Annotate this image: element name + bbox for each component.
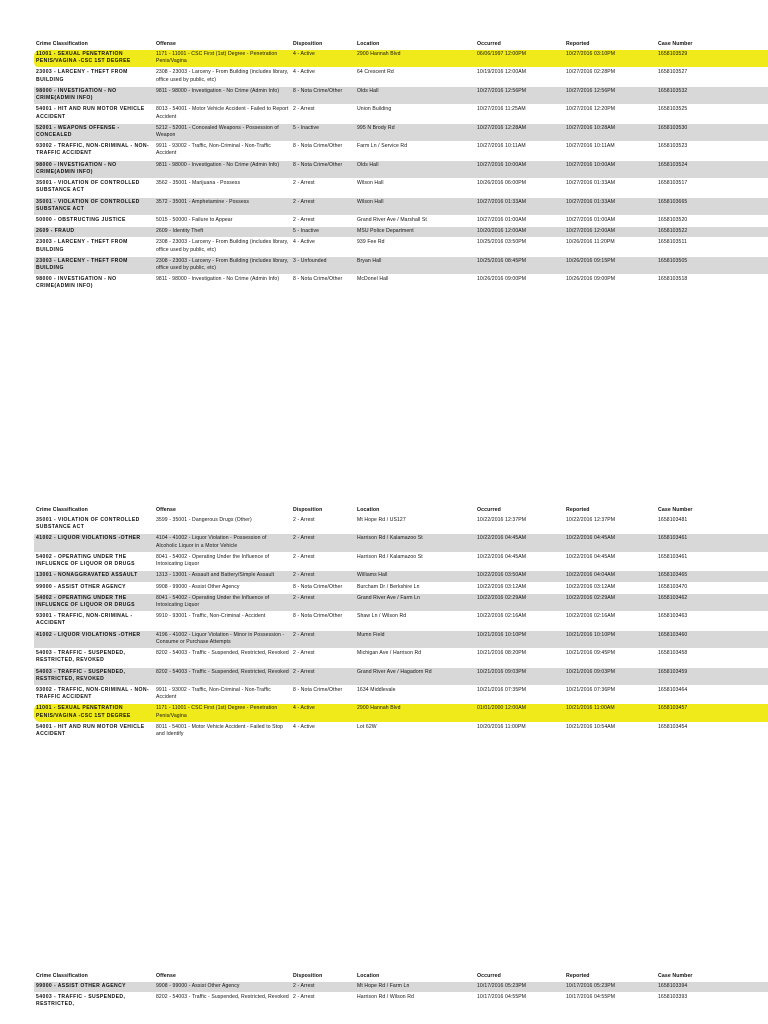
cell-case-number: 1658103523: [658, 143, 688, 150]
cell-offense: 2308 - 23003 - Larceny - From Building (includes library, office used by public, etc): [156, 69, 289, 83]
cell-case-number: 1658103527: [658, 69, 688, 76]
cell-disposition: 3 - Unfounded: [291, 256, 355, 274]
cell-disposition: 4 - Active: [293, 239, 315, 246]
table-header-row: [34, 40, 768, 50]
cell-reported: 10/17/2016 04:55PM: [566, 994, 616, 1001]
cell-occurred: 10/25/2016 08:45PM: [475, 256, 564, 274]
header-location: Location: [357, 973, 380, 979]
cell-offense: 9911 - 93002 - Traffic, Non-Criminal - Non-Traffic Accident: [156, 143, 271, 157]
cell-offense: 2308 - 23003 - Larceny - From Building (includes library, office used by public, etc): [154, 256, 291, 274]
cell-offense: 3562 - 35001 - Marijuana - Possess: [156, 180, 241, 187]
header-offense: Offense: [156, 973, 177, 979]
cell-offense: 1171 - 11001 - CSC First (1st) Degree - Penetration Penis/Vagina: [154, 704, 291, 722]
cell-crime-classification: 98000 - INVESTIGATION - NO CRIME(ADMIN INFO): [36, 276, 117, 290]
cell-case-number: 1658103517: [658, 180, 688, 187]
cell-disposition: 2 - Arrest: [293, 106, 315, 113]
table-row: [34, 685, 768, 703]
table-row: [34, 68, 768, 86]
cell-case-number: 1658103461: [656, 534, 768, 552]
table-row: [34, 227, 768, 238]
cell-disposition: 4 - Active: [291, 704, 355, 722]
cell-crime-classification: 98000 - INVESTIGATION - NO CRIME(ADMIN INFO): [34, 86, 154, 104]
cell-disposition: 2 - Arrest: [291, 667, 355, 685]
cell-occurred: 10/27/2016 11:25AM: [477, 106, 526, 113]
cell-disposition: 5 - Inactive: [291, 123, 355, 141]
cell-location: Grand River Ave / Marshall St: [357, 216, 427, 223]
table-row: [34, 612, 768, 630]
cell-case-number: 1658103459: [656, 667, 768, 685]
header-disposition: Disposition: [293, 973, 323, 979]
cell-crime-classification: 93002 - TRAFFIC, NON-CRIMINAL - NON-TRAFFIC ACCIDENT: [36, 143, 150, 157]
table-header-row: [34, 972, 768, 982]
cell-case-number: 1658103518: [658, 276, 688, 283]
cell-reported: 10/21/2016 10:54AM: [566, 723, 616, 730]
header-location: Location: [357, 41, 380, 47]
cell-reported: 10/21/2016 09:45PM: [566, 650, 616, 657]
cell-crime-classification: 93001 - TRAFFIC, NON-CRIMINAL - ACCIDENT: [36, 613, 133, 627]
cell-offense: 1313 - 13001 - Assault and Battery/Simple Assault: [154, 571, 291, 582]
header-occurred: Occurred: [477, 507, 501, 513]
header-offense: Offense: [156, 507, 177, 513]
cell-occurred: 10/22/2016 04:45AM: [475, 534, 564, 552]
table-row: [34, 516, 768, 534]
table-row: [34, 179, 768, 197]
cell-case-number: 1658103462: [656, 593, 768, 611]
cell-case-number: 1658103511: [658, 239, 687, 246]
cell-reported: 10/27/2016 10:00AM: [564, 160, 656, 178]
cell-crime-classification: 54002 - OPERATING UNDER THE INFLUENCE OF LIQUOR OR DRUGS: [34, 593, 154, 611]
header-case-number: Case Number: [658, 507, 693, 513]
cell-disposition: 2 - Arrest: [293, 216, 315, 223]
cell-reported: 10/27/2016 01:33AM: [566, 180, 616, 187]
cell-disposition: 8 - Nota Crime/Other: [291, 160, 355, 178]
table-row: [34, 552, 768, 570]
header-crime-classification: Crime Classification: [36, 41, 88, 47]
cell-crime-classification: 54003 - TRAFFIC - SUSPENDED, RESTRICTED, REVOKED: [36, 650, 126, 664]
table-row: [34, 86, 768, 104]
cell-offense: 8041 - 54002 - Operating Under the Influence of Intoxicating Liquor: [156, 553, 270, 568]
cell-reported: 10/27/2016 10:11AM: [566, 143, 615, 150]
cell-disposition: 8 - Nota Crime/Other: [293, 686, 343, 693]
cell-reported: 10/26/2016 11:20PM: [566, 239, 615, 246]
table-row: [34, 275, 768, 293]
cell-case-number: 1658103458: [658, 650, 688, 657]
cell-offense: 8011 - 54001 - Motor Vehicle Accident - Failed to Stop and Identify: [156, 723, 284, 738]
cell-reported: 10/22/2016 04:45AM: [566, 553, 616, 560]
cell-disposition: 4 - Active: [293, 69, 315, 76]
cell-case-number: 1658103394: [656, 982, 768, 993]
cell-reported: 10/27/2016 12:20PM: [566, 106, 616, 113]
cell-crime-classification: 54003 - TRAFFIC - SUSPENDED, RESTRICTED, REVOKED: [34, 667, 154, 685]
cell-occurred: 10/27/2016 01:33AM: [475, 197, 564, 215]
header-crime-classification: Crime Classification: [36, 507, 88, 513]
cell-reported: 10/22/2016 02:29AM: [564, 593, 656, 611]
cell-reported: 10/21/2016 10:10PM: [564, 630, 656, 648]
cell-occurred: 10/19/2016 12:00AM: [477, 69, 527, 76]
crime-log-table: [34, 40, 768, 293]
cell-location: MSU Police Department: [355, 227, 475, 238]
cell-occurred: 10/22/2016 03:12AM: [477, 583, 527, 590]
cell-occurred: 10/26/2016 09:00PM: [477, 276, 527, 283]
header-case-number: Case Number: [658, 41, 693, 47]
cell-location: Shaw Ln / Wilson Rd: [357, 613, 407, 620]
cell-offense: 2308 - 23003 - Larceny - From Building (includes library, office used by public, etc): [156, 239, 289, 253]
cell-location: Harrison Rd / Wilson Rd: [357, 994, 414, 1001]
cell-location: Mt Hope Rd / Farm Ln: [355, 982, 475, 993]
table-row: [34, 993, 768, 1011]
header-reported: Reported: [566, 41, 590, 47]
cell-crime-classification: 52001 - WEAPONS OFFENSE - CONCEALED: [34, 123, 154, 141]
cell-location: Wilson Hall: [355, 197, 475, 215]
cell-reported: 10/22/2016 03:12AM: [566, 583, 616, 590]
table-row: [34, 534, 768, 552]
cell-case-number: 1658103463: [658, 613, 688, 620]
cell-offense: 2609 - Identity Theft: [154, 227, 291, 238]
cell-location: Burcham Dr / Berkshire Ln: [357, 583, 420, 590]
cell-disposition: 2 - Arrest: [293, 517, 315, 523]
table-header-row: [34, 506, 768, 516]
cell-reported: 10/22/2016 12:37PM: [566, 517, 616, 523]
cell-occurred: 10/27/2016 01:00AM: [477, 216, 527, 223]
cell-crime-classification: 54001 - HIT AND RUN MOTOR VEHICLE ACCIDENT: [36, 723, 145, 738]
cell-location: 64 Crescent Rd: [357, 69, 394, 76]
cell-offense: 1171 - 11001 - CSC First (1st) Degree - Penetration Penis/Vagina: [154, 50, 291, 68]
cell-occurred: 01/01/2000 12:00AM: [475, 704, 564, 722]
cell-reported: 10/22/2016 02:16AM: [566, 613, 616, 620]
highlighted-table-row: [34, 50, 768, 68]
cell-crime-classification: 13001 - NONAGGRAVATED ASSAULT: [34, 571, 154, 582]
cell-crime-classification: 23003 - LARCENY - THEFT FROM BUILDING: [36, 69, 128, 83]
cell-location: Williams Hall: [355, 571, 475, 582]
table-row: [34, 571, 768, 582]
cell-offense: 9811 - 98000 - Investigation - No Crime (Admin Info): [154, 86, 291, 104]
cell-location: Union Building: [357, 106, 392, 113]
cell-crime-classification: 35001 - VIOLATION OF CONTROLLED SUBSTANCE ACT: [34, 197, 154, 215]
table-row: [34, 197, 768, 215]
cell-location: 939 Fee Rd: [357, 239, 385, 246]
cell-case-number: 1658103460: [656, 630, 768, 648]
cell-occurred: 10/27/2016 10:00AM: [475, 160, 564, 178]
cell-location: Mumn Field: [355, 630, 475, 648]
cell-crime-classification: 93002 - TRAFFIC, NON-CRIMINAL - NON-TRAFFIC ACCIDENT: [36, 686, 150, 701]
cell-crime-classification: 11001 - SEXUAL PENETRATION PENIS/VAGINA -CSC 1ST DEGREE: [34, 50, 154, 68]
cell-case-number: 1658103520: [658, 216, 688, 223]
cell-crime-classification: 35001 - VIOLATION OF CONTROLLED SUBSTANCE ACT: [36, 180, 140, 194]
cell-location: Mt Hope Rd / US127: [357, 517, 406, 523]
cell-location: Harrison Rd / Kalamazoo St: [355, 534, 475, 552]
header-occurred: Occurred: [477, 41, 501, 47]
cell-disposition: 2 - Arrest: [293, 650, 315, 657]
cell-offense: 8202 - 54003 - Traffic - Suspended, Restricted, Revoked: [156, 994, 289, 1001]
cell-case-number: 1658103522: [656, 227, 768, 238]
cell-occurred: 10/22/2016 03:50AM: [475, 571, 564, 582]
report-page-1: [0, 40, 768, 293]
cell-case-number: 1658103532: [656, 86, 768, 104]
cell-case-number: 1658103525: [658, 106, 688, 113]
crime-log-table: [34, 506, 768, 740]
cell-offense: 9811 - 98000 - Investigation - No Crime (Admin Info): [156, 276, 280, 283]
cell-occurred: 10/21/2016 10:10PM: [475, 630, 564, 648]
cell-reported: 10/27/2016 01:33AM: [564, 197, 656, 215]
cell-offense: 4104 - 41002 - Liquor Violation - Possession of Alcoholic Liquor in a Motor Vehicle: [154, 534, 291, 552]
cell-reported: 10/27/2016 12:56PM: [564, 86, 656, 104]
cell-offense: 8202 - 54003 - Traffic - Suspended, Restricted, Revoked: [154, 667, 291, 685]
table-row: [34, 215, 768, 226]
cell-disposition: 5 - Inactive: [291, 227, 355, 238]
cell-location: Olds Hall: [355, 160, 475, 178]
cell-location: 1634 Middlevale: [357, 686, 396, 693]
cell-reported: 10/27/2016 03:10PM: [564, 50, 656, 68]
cell-case-number: 1658103524: [656, 160, 768, 178]
cell-disposition: 2 - Arrest: [293, 994, 315, 1001]
cell-offense: 5212 - 52001 - Concealed Weapons - Possession of Weapon: [154, 123, 291, 141]
header-crime-classification: Crime Classification: [36, 973, 88, 979]
cell-crime-classification: 11001 - SEXUAL PENETRATION PENIS/VAGINA -CSC 1ST DEGREE: [34, 704, 154, 722]
table-row: [34, 982, 768, 993]
cell-occurred: 10/22/2016 02:16AM: [477, 613, 527, 620]
cell-case-number: 1658103464: [658, 686, 688, 693]
cell-case-number: 1658103465: [656, 571, 768, 582]
cell-occurred: 10/25/2016 03:50PM: [477, 239, 527, 246]
cell-offense: 8202 - 54003 - Traffic - Suspended, Restricted, Revoked: [156, 650, 289, 657]
cell-case-number: 1658103470: [658, 583, 688, 590]
cell-occurred: 10/21/2016 08:20PM: [477, 650, 527, 657]
table-row: [34, 142, 768, 160]
cell-disposition: 4 - Active: [293, 723, 315, 730]
cell-occurred: 06/06/1997 12:00PM: [475, 50, 564, 68]
cell-disposition: 8 - Nota Crime/Other: [291, 86, 355, 104]
cell-reported: 10/27/2016 10:28AM: [564, 123, 656, 141]
cell-case-number: 1658103529: [656, 50, 768, 68]
cell-occurred: 10/21/2016 09:03PM: [475, 667, 564, 685]
cell-reported: 10/22/2016 04:04AM: [564, 571, 656, 582]
table-row: [34, 722, 768, 740]
cell-occurred: 10/27/2016 12:56PM: [475, 86, 564, 104]
cell-crime-classification: 98000 - INVESTIGATION - NO CRIME(ADMIN INFO): [34, 160, 154, 178]
cell-offense: 4196 - 41002 - Liquor Violation - Minor in Possession - Consume or Purchase Attempts: [154, 630, 291, 648]
header-disposition: Disposition: [293, 41, 323, 47]
cell-crime-classification: 99000 - ASSIST OTHER AGENCY: [36, 583, 126, 590]
cell-location: Lot 62W: [357, 723, 377, 730]
cell-occurred: 10/21/2016 07:35PM: [477, 686, 527, 693]
cell-occurred: 10/17/2016 04:55PM: [477, 994, 527, 1001]
cell-occurred: 10/27/2016 10:11AM: [477, 143, 526, 150]
crime-log-table: [34, 972, 768, 1011]
cell-offense: 8041 - 54002 - Operating Under the Influence of Intoxicating Liquor: [154, 593, 291, 611]
header-disposition: Disposition: [293, 507, 323, 513]
cell-crime-classification: 2609 - FRAUD: [34, 227, 154, 238]
cell-location: Grand River Ave / Hagadorn Rd: [355, 667, 475, 685]
cell-occurred: 10/20/2016 12:00AM: [475, 227, 564, 238]
cell-disposition: 8 - Nota Crime/Other: [293, 613, 343, 620]
table-row: [34, 238, 768, 256]
cell-disposition: 2 - Arrest: [293, 553, 315, 560]
cell-location: Olds Hall: [355, 86, 475, 104]
cell-disposition: 8 - Nota Crime/Other: [293, 583, 343, 590]
cell-reported: 10/22/2016 04:45AM: [564, 534, 656, 552]
cell-location: Farm Ln / Service Rd: [357, 143, 408, 150]
header-location: Location: [357, 507, 380, 513]
header-case-number: Case Number: [658, 973, 693, 979]
cell-crime-classification: 99000 - ASSIST OTHER AGENCY: [34, 982, 154, 993]
table-row: [34, 105, 768, 123]
cell-crime-classification: 54001 - HIT AND RUN MOTOR VEHICLE ACCIDENT: [36, 106, 145, 120]
cell-location: Bryan Hall: [355, 256, 475, 274]
table-row: [34, 630, 768, 648]
table-row: [34, 667, 768, 685]
cell-crime-classification: 23003 - LARCENY - THEFT FROM BUILDING: [36, 239, 128, 253]
cell-disposition: 2 - Arrest: [291, 593, 355, 611]
cell-case-number: 1658103461: [658, 553, 688, 560]
highlighted-table-row: [34, 704, 768, 722]
cell-location: Grand River Ave / Farm Ln: [355, 593, 475, 611]
cell-case-number: 1658103457: [656, 704, 768, 722]
cell-occurred: 10/22/2016 04:45AM: [477, 553, 527, 560]
cell-case-number: 1658103481: [658, 517, 688, 523]
cell-crime-classification: 50000 - OBSTRUCTING JUSTICE: [36, 216, 126, 223]
cell-reported: 10/21/2016 07:36PM: [566, 686, 616, 693]
cell-crime-classification: 23003 - LARCENY - THEFT FROM BUILDING: [34, 256, 154, 274]
cell-reported: 10/21/2016 11:00AM: [564, 704, 656, 722]
cell-occurred: 10/27/2016 12:28AM: [475, 123, 564, 141]
cell-offense: 3599 - 35001 - Dangerous Drugs (Other): [156, 517, 252, 523]
cell-location: McDonel Hall: [357, 276, 389, 283]
report-page-3: [0, 972, 768, 1011]
cell-occurred: 10/22/2016 12:37PM: [477, 517, 527, 523]
cell-location: 995 N Brody Rd: [355, 123, 475, 141]
cell-occurred: 10/17/2016 05:23PM: [475, 982, 564, 993]
header-reported: Reported: [566, 507, 590, 513]
cell-offense: 9908 - 99000 - Assist Other Agency: [156, 583, 240, 590]
cell-disposition: 8 - Nota Crime/Other: [293, 143, 343, 150]
cell-crime-classification: 54002 - OPERATING UNDER THE INFLUENCE OF LIQUOR OR DRUGS: [36, 553, 135, 568]
cell-case-number: 1658103454: [658, 723, 688, 730]
table-row: [34, 593, 768, 611]
cell-case-number: 1658103530: [656, 123, 768, 141]
cell-occurred: 10/20/2016 11:00PM: [477, 723, 526, 730]
table-row: [34, 123, 768, 141]
cell-disposition: 2 - Arrest: [291, 197, 355, 215]
header-reported: Reported: [566, 973, 590, 979]
cell-offense: 8013 - 54001 - Motor Vehicle Accident - Failed to Report Accident: [156, 106, 289, 120]
cell-offense: 9910 - 93001 - Traffic, Non-Criminal - Accident: [156, 613, 266, 620]
cell-location: Wilson Hall: [357, 180, 384, 187]
cell-disposition: 8 - Nota Crime/Other: [293, 276, 343, 283]
cell-location: 2900 Hannah Blvd: [355, 704, 475, 722]
cell-offense: 9811 - 98000 - Investigation - No Crime (Admin Info): [154, 160, 291, 178]
cell-location: 2900 Hannah Blvd: [355, 50, 475, 68]
cell-location: Michigan Ave / Harrison Rd: [357, 650, 422, 657]
cell-reported: 10/27/2016 02:28PM: [566, 69, 616, 76]
cell-disposition: 4 - Active: [291, 50, 355, 68]
table-row: [34, 256, 768, 274]
cell-disposition: 2 - Arrest: [291, 534, 355, 552]
cell-crime-classification: 41002 - LIQUOR VIOLATIONS -OTHER: [34, 630, 154, 648]
cell-reported: 10/27/2016 12:00AM: [564, 227, 656, 238]
cell-location: Harrison Rd / Kalamazoo St: [357, 553, 423, 560]
table-row: [34, 649, 768, 667]
cell-crime-classification: 35001 - VIOLATION OF CONTROLLED SUBSTANCE ACT: [36, 517, 140, 531]
cell-offense: 9908 - 99000 - Assist Other Agency: [154, 982, 291, 993]
cell-crime-classification: 54003 - TRAFFIC - SUSPENDED, RESTRICTED,: [36, 994, 126, 1008]
cell-case-number: 1658103665: [656, 197, 768, 215]
cell-reported: 10/26/2016 09:15PM: [564, 256, 656, 274]
cell-offense: 3572 - 35001 - Amphetamine - Possess: [154, 197, 291, 215]
cell-offense: 5015 - 50000 - Failure to Appear: [156, 216, 233, 223]
cell-occurred: 10/26/2016 06:00PM: [477, 180, 527, 187]
cell-disposition: 2 - Arrest: [291, 982, 355, 993]
table-row: [34, 160, 768, 178]
cell-case-number: 1658103393: [658, 994, 688, 1001]
cell-reported: 10/27/2016 01:00AM: [566, 216, 616, 223]
table-row: [34, 582, 768, 593]
cell-reported: 10/21/2016 09:03PM: [564, 667, 656, 685]
cell-crime-classification: 41002 - LIQUOR VIOLATIONS -OTHER: [34, 534, 154, 552]
cell-offense: 9911 - 93002 - Traffic, Non-Criminal - Non-Traffic Accident: [156, 686, 271, 701]
report-page-2: [0, 506, 768, 740]
header-offense: Offense: [156, 41, 177, 47]
cell-disposition: 2 - Arrest: [291, 630, 355, 648]
cell-case-number: 1658103505: [656, 256, 768, 274]
cell-disposition: 2 - Arrest: [291, 571, 355, 582]
cell-occurred: 10/22/2016 02:29AM: [475, 593, 564, 611]
cell-disposition: 2 - Arrest: [293, 180, 315, 187]
cell-reported: 10/17/2016 05:23PM: [564, 982, 656, 993]
header-occurred: Occurred: [477, 973, 501, 979]
cell-reported: 10/26/2016 09:00PM: [566, 276, 616, 283]
